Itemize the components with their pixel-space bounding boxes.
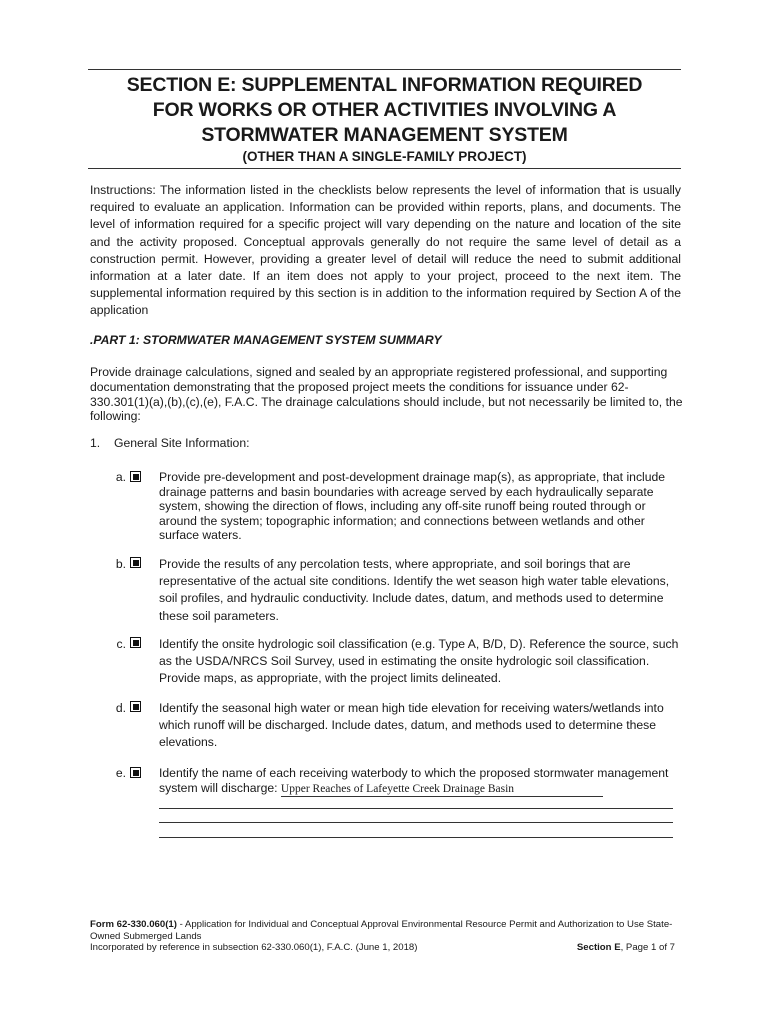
title-line-3: STORMWATER MANAGEMENT SYSTEM — [201, 124, 568, 146]
general-site-number: 1. — [90, 436, 101, 450]
general-site-label: General Site Information: — [114, 436, 250, 450]
item-text: Provide the results of any percolation tests, where appropriate, and soil borings that are representative of the actual site conditions. Identify the wet season high water table elevations, soil profiles, and hydraulic conductivity. Include dates, datum, and methods used to determine these soil parameters. — [159, 557, 670, 623]
footer-form-line — [90, 919, 675, 942]
footer-incorporated-line — [90, 942, 675, 954]
page-number: , Page 1 of 7 — [620, 942, 675, 954]
item-letter: c. — [116, 637, 126, 651]
item-c-checkbox[interactable] — [130, 637, 141, 648]
instructions-paragraph: Instructions: The information listed in the checklists below represents the level of information that is usually required to evaluate an application. Information can be provided within reports, plans, and documents. The level of information required for a specific project will vary depending on the nature and location of the site and the activity proposed. Conceptual approvals generally do not require the same level of detail as a construction permit. However, providing a greater level of detail will reduce the need to submit additional information at a later date. If an item does not apply to your project, proceed to the next item. The supplemental information required by this section is in addition to the information required by Section A of the application — [90, 183, 681, 318]
form-description: - Application for Individual and Conceptual Approval Environmental Resource Permit and Authorization to Use State-Owned Submerged Lands — [90, 919, 673, 942]
item-text — [159, 766, 685, 797]
page-footer — [90, 919, 675, 954]
item-b-checkbox[interactable] — [130, 557, 141, 568]
item-text: Provide pre-development and post-development drainage map(s), as appropriate, that include drainage patterns and basin boundaries with acreage served by each hydraulically separate system, showing the direction of flows, including any off-site runoff being routed through or around the system; topographic information; and connections between wetlands and other surface waters. — [159, 470, 666, 543]
receiving-waterbody-field[interactable]: Upper Reaches of Lafeyette Creek Drainage Basin — [281, 783, 603, 797]
part-1-heading: .PART 1: STORMWATER MANAGEMENT SYSTEM SUMMARY — [90, 333, 442, 347]
header-bottom-rule — [88, 168, 681, 169]
part-1-intro: Provide drainage calculations, signed and sealed by an appropriate registered professional, and supporting documentation demonstrating that the proposed project meets the conditions for issuance under 62-330.301(1)(a),(b),(c),(e), F.A.C. The drainage calculations should include, but not necessarily be limited to, the following: — [90, 365, 683, 424]
item-letter: b. — [115, 557, 126, 571]
item-a-checkbox[interactable] — [130, 471, 141, 482]
header-top-rule — [88, 69, 681, 70]
answer-blank-line[interactable] — [159, 837, 673, 838]
item-letter: d. — [115, 701, 126, 715]
item-d-checkbox[interactable] — [130, 701, 141, 712]
page-indicator — [577, 942, 675, 954]
title-line-2: FOR WORKS OR OTHER ACTIVITIES INVOLVING A — [152, 99, 617, 121]
item-text: Identify the onsite hydrologic soil classification (e.g. Type A, B/D, D). Reference the source, such as the USDA/NRCS Soil Survey, used in estimating the onsite hydrologic soil classification. Provide maps, as appropriate, with the project limits delineated. — [159, 637, 679, 686]
section-subtitle: (OTHER THAN A SINGLE-FAMILY PROJECT) — [242, 149, 527, 164]
answer-blank-line[interactable] — [159, 808, 673, 809]
section-label: Section E — [576, 942, 621, 954]
section-title — [88, 73, 681, 148]
item-letter: e. — [115, 766, 126, 780]
answer-blank-line[interactable] — [159, 822, 673, 823]
item-e-question: Identify the name of each receiving waterbody to which the proposed stormwater management system will discharge: — [159, 766, 669, 795]
form-number: Form 62-330.060(1) — [90, 919, 177, 930]
incorporated-text: Incorporated by reference in subsection 62-330.060(1), F.A.C. (June 1, 2018) — [90, 942, 418, 954]
item-text: Identify the seasonal high water or mean high tide elevation for receiving waters/wetlands into which runoff will be discharged. Include dates, datum, and methods used to determine these elevations. — [159, 701, 664, 750]
title-line-1: SECTION E: SUPPLEMENTAL INFORMATION REQUIRED — [126, 74, 643, 96]
item-e-checkbox[interactable] — [130, 767, 141, 778]
item-letter: a. — [115, 470, 126, 484]
